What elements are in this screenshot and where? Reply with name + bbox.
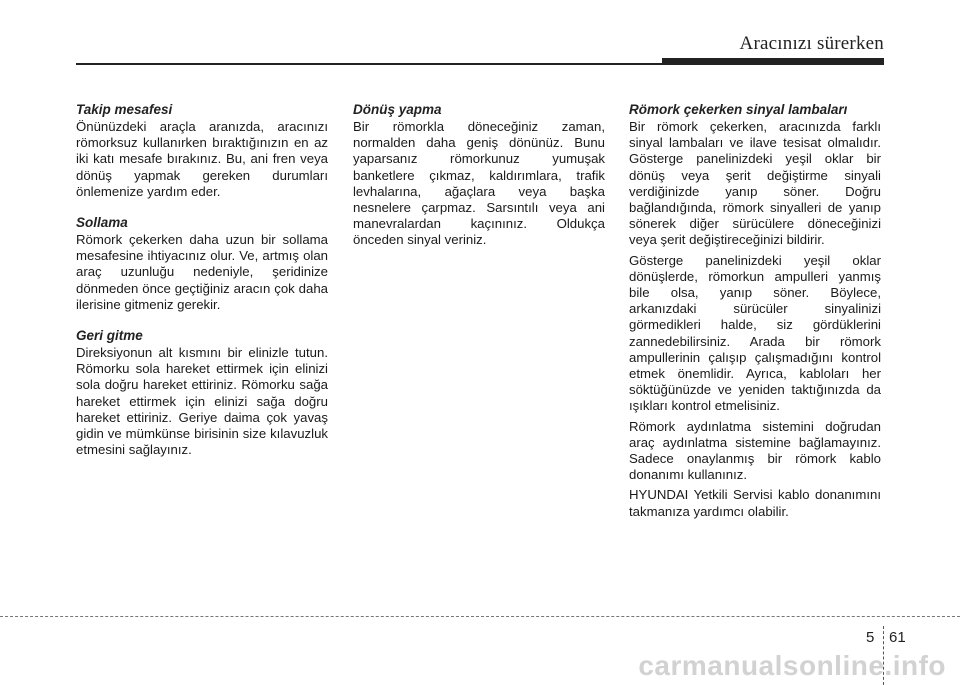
paragraph: Gösterge panelinizdeki yeşil oklar dönüşlerde, römorkun ampulleri yanmış bile olsa, yanıp söner. Böylece, arkanızdaki sürücüler sinyalinizi görmedikleri halde, siz gördüklerini zannedebilirsiniz. Arada bir römork ampullerinin çalışıp çalışmadığını kontrol etmek önemlidir. Ayrıca, kabloları her söktüğünüzde ve yeniden taktığınızda da ışıkları kontrol etmelisiniz. xyxy=(629,252,881,414)
section-heading: Takip mesafesi xyxy=(76,102,173,117)
footer-divider xyxy=(0,616,960,617)
section-heading: Sollama xyxy=(76,215,128,231)
page-header-title: Aracınızı sürerken xyxy=(739,33,884,54)
text-column-2 xyxy=(353,101,605,263)
section-donus-yapma xyxy=(353,101,605,249)
paragraph: Direksiyonun alt kısmını bir elinizle tutun. Römorku sola hareket ettirmek için elinizi sola doğru hareket ettiriniz. Römorku sağa hareket ettirmek için elinizi sağa doğru hareket ettiriniz. Geriye daima çok yavaş gidin ve mümkünse birisinin size kılavuzluk etmesini sağlayınız. xyxy=(76,345,328,458)
paragraph: Bir römorkla döneceğiniz zaman, normalden daha geniş dönünüz. Bunu yaparsanız römorkunuz yumuşak banketlere çıkmaz, kaldırımlara, trafik levhalarına, ağaçlara veya başka nesnelere çarpmaz. Sarsıntılı veya ani manevralardan kaçınınız. Oldukça önceden sinyal veriniz. xyxy=(353,119,605,248)
page-number: 61 xyxy=(889,629,906,646)
header-rule-thin xyxy=(76,63,666,65)
paragraph: Römork çekerken daha uzun bir sollama mesafesine ihtiyacınız olur. Ve, artmış olan araç uzunluğu nedeniyle, şeridinize dönmeden önce geçtiğiniz aracın çok daha ilerisine gitmeniz gerekir. xyxy=(76,232,328,312)
chapter-number: 5 xyxy=(866,629,875,646)
section-geri-gitme xyxy=(76,327,328,458)
section-takip-mesafesi xyxy=(76,101,328,200)
paragraph: Önünüzdeki araçla aranızda, aracınızı römorksuz kullanırken bıraktığınızın en az iki katı mesafe bırakınız. Bu, ani fren veya dönüş yapmak gereken durumları önlemenize yardım eder. xyxy=(76,119,328,199)
paragraph: Bir römork çekerken, aracınızda farklı sinyal lambaları ve ilave tesisat olmalıdır. Gösterge panelinizdeki yeşil oklar bir dönüş veya şerit değiştirme sinyali verdiğinizde yanıp söner. Doğru bağlandığında, römork sinyalleri de yanıp sönerek diğer sürücülere döneceğinizi veya şerit değiştireceğinizi bildirir. xyxy=(629,119,881,248)
section-heading: Dönüş yapma xyxy=(353,102,442,117)
section-sinyal-lambalari xyxy=(629,101,881,520)
section-heading: Römork çekerken sinyal lambaları xyxy=(629,102,848,117)
watermark: carmanualsonline.info xyxy=(638,650,946,681)
paragraph: Römork aydınlatma sistemini doğrudan araç aydınlatma sistemine bağlamayınız. Sadece onaylanmış bir römork kablo donanımı kullanınız. xyxy=(629,418,881,483)
text-column-3 xyxy=(629,101,881,534)
text-column-1 xyxy=(76,101,328,472)
header-rule-thick xyxy=(662,58,884,65)
section-sollama xyxy=(76,214,328,313)
paragraph: HYUNDAI Yetkili Servisi kablo donanımını takmanıza yardımcı olabilir. xyxy=(629,487,881,519)
section-heading: Geri gitme xyxy=(76,328,143,344)
